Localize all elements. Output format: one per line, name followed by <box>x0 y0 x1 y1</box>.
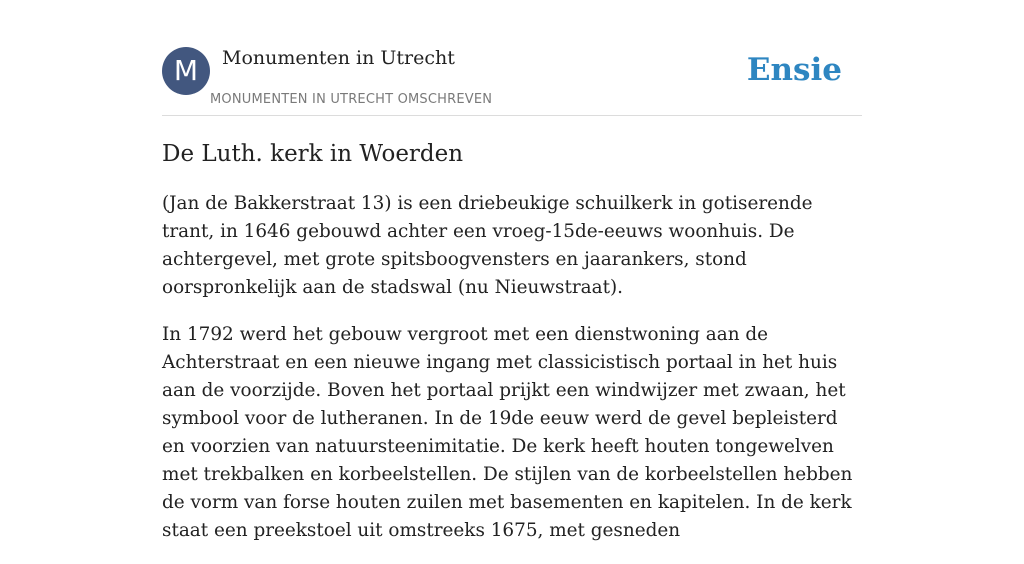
article <box>162 138 862 564</box>
article-paragraph: (Jan de Bakkerstraat 13) is een driebeukige schuilkerk in gotiserende trant, in 1646 gebouwd achter een vroeg-15de-eeuws woonhuis. De achtergevel, met grote spitsboogvensters en jaarankers, stond oorspronkelijk aan de stadswal (nu Nieuwstraat). <box>162 193 813 298</box>
brand-logo[interactable]: Ensie <box>746 52 842 88</box>
source-header <box>162 46 862 116</box>
source-title[interactable]: Monumenten in Utrecht <box>222 47 455 69</box>
source-subtitle: MONUMENTEN IN UTRECHT OMSCHREVEN <box>210 92 493 107</box>
article-paragraph: In 1792 werd het gebouw vergroot met een dienstwoning aan de Achterstraat en een nieuwe ingang met classicistisch portaal in het huis aan de voorzijde. Boven het portaal prijkt een windwijzer met zwaan, het symbool voor de lutheranen. In de 19de eeuw werd de gevel bepleisterd en voorzien van natuursteenimitatie. De kerk heeft houten tongewelven met trekbalken en korbeelstellen. De stijlen van de korbeelstellen hebben de vorm van forse houten zuilen met basementen en kapitelen. In de kerk staat een preekstoel uit omstreeks 1675, met gesneden <box>162 324 853 541</box>
article-title: De Luth. kerk in Woerden <box>162 141 464 167</box>
avatar[interactable]: M <box>162 47 210 95</box>
